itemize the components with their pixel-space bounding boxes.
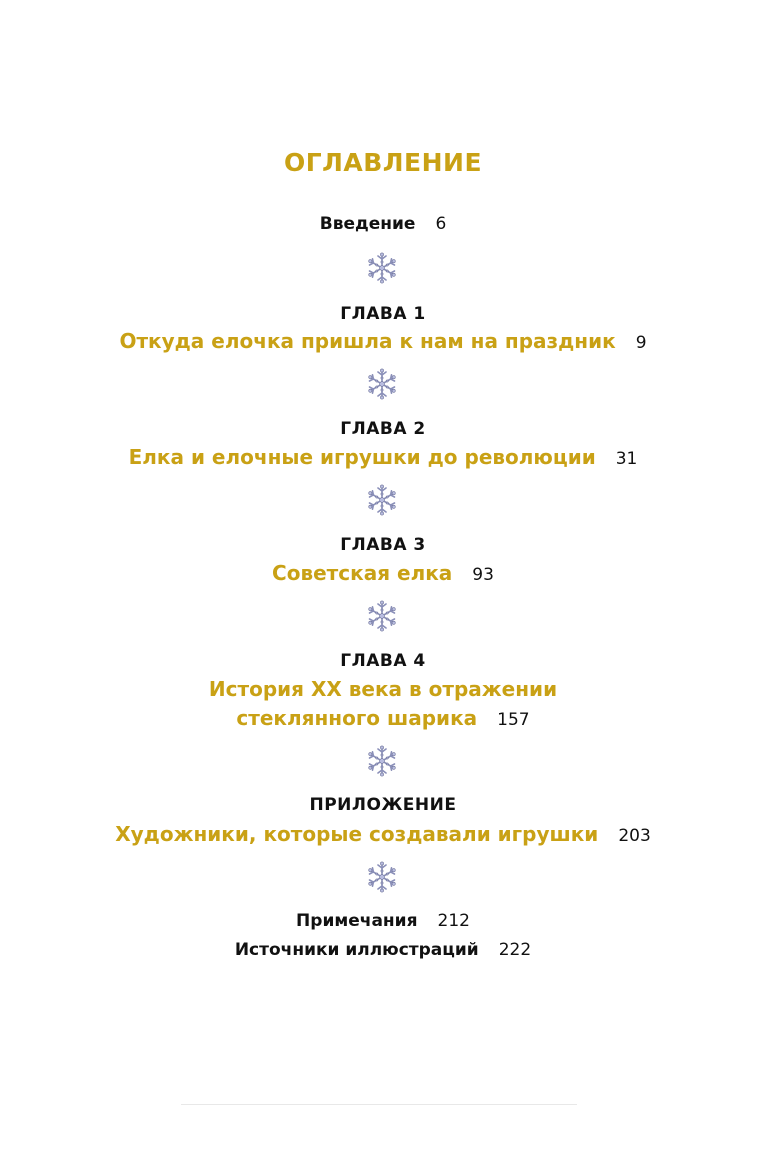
footer-divider [181, 1104, 577, 1105]
toc-entry-appendix[interactable] [0, 822, 766, 846]
page-number: 157 [497, 710, 530, 730]
toc-entry-chapter-3[interactable] [0, 561, 766, 585]
snowflake-icon [366, 600, 398, 632]
snowflake-icon [366, 368, 398, 400]
page-number: 9 [635, 333, 647, 353]
chapter-label: ГЛАВА 1 [340, 304, 426, 324]
entry-title: Художники, которые создавали игрушки [115, 822, 599, 846]
toc-entry-chapter-1[interactable] [0, 329, 766, 353]
entry-title: Источники иллюстраций [234, 940, 479, 960]
toc-entry-chapter-4-line-1[interactable] [0, 677, 766, 701]
page-number: 31 [615, 449, 638, 469]
snowflake-icon [366, 745, 398, 777]
page-number: 6 [435, 214, 447, 234]
toc-entry-chapter-4-line-2[interactable] [0, 706, 766, 730]
chapter-label: ГЛАВА 2 [340, 419, 426, 439]
toc-entry-notes[interactable] [0, 911, 766, 931]
snowflake-icon [366, 484, 398, 516]
entry-title: Откуда елочка пришла к нам на праздник [119, 329, 616, 353]
chapter-label: ГЛАВА 4 [340, 651, 426, 671]
page-number: 212 [437, 911, 470, 931]
page-number: 222 [498, 940, 532, 960]
chapter-label: ГЛАВА 3 [340, 535, 426, 555]
entry-title: Примечания [296, 911, 418, 931]
snowflake-icon [366, 861, 398, 893]
appendix-label: ПРИЛОЖЕНИЕ [309, 795, 457, 815]
page-number: 93 [472, 565, 494, 585]
toc-entry-intro[interactable] [0, 214, 766, 234]
toc-entry-chapter-2[interactable] [0, 445, 766, 469]
toc-entry-sources[interactable] [0, 940, 766, 960]
toc-title: ОГЛАВЛЕНИЕ [283, 148, 483, 177]
entry-title: Советская елка [272, 561, 453, 585]
snowflake-icon [366, 252, 398, 284]
entry-title: История XX века в отражении [208, 677, 558, 701]
entry-title: стеклянного шарика [236, 706, 478, 730]
entry-title: Введение [319, 214, 416, 234]
page-number: 203 [618, 826, 651, 846]
entry-title: Елка и елочные игрушки до революции [128, 445, 596, 469]
